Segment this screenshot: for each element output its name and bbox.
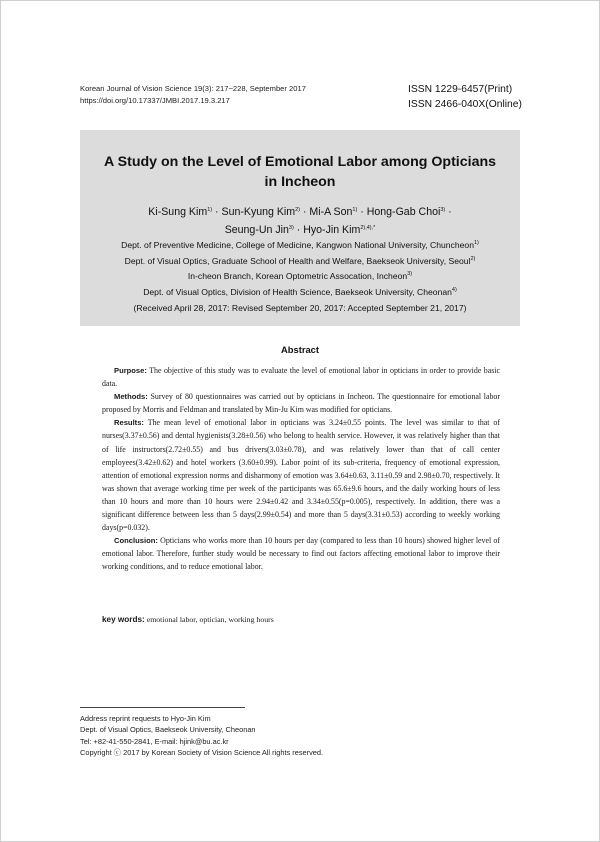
keywords-value: emotional labor, optician, working hours: [144, 615, 274, 624]
results-label: Results:: [114, 418, 144, 428]
author-sup: 1): [352, 207, 358, 213]
abstract-conclusion: [102, 534, 500, 573]
abstract-purpose: [102, 364, 500, 390]
footnote-contact: Tel: +82-41-550-2841, E-mail: hjink@bu.ac.kr: [80, 736, 229, 746]
author-line-2: [80, 221, 520, 239]
journal-header: [80, 83, 306, 107]
affiliation-sup: 3): [407, 271, 413, 277]
affiliation-sup: 1): [473, 240, 479, 246]
footnote-copyright: Copyright ⓒ 2017 by Korean Society of Vision Science All rights reserved.: [80, 748, 324, 758]
affiliation-text: Dept. of Visual Optics, Division of Health Science, Baekseok University, Cheonan: [143, 286, 452, 297]
title-line-2: in Incheon: [264, 174, 336, 190]
keywords-label: key words:: [102, 615, 145, 624]
author-name: Hong-Gab Choi: [366, 206, 441, 218]
author-sup: 3): [288, 225, 294, 231]
author-name: Seung-Un Jin: [224, 224, 289, 236]
affiliation-sup: 4): [451, 286, 457, 293]
abstract-results: [102, 416, 500, 534]
author-name: Ki-Sung Kim: [148, 206, 208, 218]
affiliation-item: [80, 269, 520, 285]
author-sup: 2),4),*: [360, 225, 376, 231]
title-line-1: A Study on the Level of Emotional Labor among Opticians: [103, 154, 497, 170]
affiliation-sup: 2): [470, 255, 476, 262]
footnote-divider: [80, 707, 245, 708]
conclusion-label: Conclusion:: [114, 536, 158, 546]
author-name: Sun-Kyung Kim: [221, 206, 296, 218]
author-separator: ·: [445, 206, 452, 218]
abstract-body: [102, 364, 500, 574]
abstract-methods: [102, 390, 500, 416]
doi-link[interactable]: https://doi.org/10.17337/JMBI.2017.19.3.217: [80, 96, 230, 105]
paper-title: [80, 152, 520, 192]
footnote-reprint: Address reprint requests to Hyo-Jin Kim: [80, 714, 211, 723]
affiliation-item: [80, 254, 520, 270]
received-dates: (Received April 28, 2017: Revised September 20, 2017: Accepted September 21, 2017): [133, 303, 467, 313]
affiliation-item: [80, 238, 520, 254]
footnote: [80, 713, 323, 759]
author-separator: ·: [300, 206, 310, 218]
footnote-dept: Dept. of Visual Optics, Baekseok University, Cheonan: [80, 725, 256, 735]
purpose-text: The objective of this study was to evaluate the level of emotional labor in opticians in order to provide basic data.: [102, 366, 500, 389]
author-sup: 3): [440, 207, 446, 213]
issn-online: ISSN 2466-040X(Online): [408, 99, 522, 110]
affiliation-text: Dept. of Preventive Medicine, College of Medicine, Kangwon National University, Chuncheon: [121, 240, 474, 250]
affiliation-text: In-cheon Branch, Korean Optometric Assocation, Incheon: [187, 271, 408, 281]
journal-citation: Korean Journal of Vision Science 19(3): 217~228, September 2017: [80, 84, 306, 93]
affiliation-item: [80, 285, 520, 301]
author-line-1: [80, 203, 520, 221]
author-sup: 2): [295, 207, 300, 213]
author-separator: ·: [212, 206, 222, 218]
abstract-heading: Abstract: [280, 344, 320, 355]
author-separator: ·: [357, 206, 367, 218]
author-name: Hyo-Jin Kim: [303, 224, 361, 236]
author-list: [80, 203, 520, 239]
keywords: [102, 615, 274, 624]
issn-print: ISSN 1229-6457(Print): [408, 84, 513, 95]
affiliation-list: [80, 238, 520, 300]
affiliation-text: Dept. of Visual Optics, Graduate School of Health and Welfare, Baekseok University, Seoul: [124, 255, 471, 266]
methods-text: Survey of 80 questionnaires was carried out by opticians in Incheon. The questionnaire for emotional labor proposed by Morris and Feldman and translated by Min-Ju Kim was modified for opticians.: [102, 392, 500, 415]
methods-label: Methods:: [114, 392, 148, 402]
author-name: Mi-A Son: [309, 206, 353, 218]
results-text: The mean level of emotional labor in opticians was 3.24±0.55 points. The level was similar to that of nurses(3.37±0.56) and dental hygienists(3.28±0.56) who belong to health service. However, it was relatively higher than that of life instructors(2.72±0.55) and bus drivers(3.03±0.78), and was relatively lower than that of call center employees(3.42±0.62) and hotel workers (3.60±0.99). Labor point of its sub-criteria, frequency of emotional expression, attention of emotional expression norms and disharmony of emotion was 3.64±0.63, 3.11±0.59 and 2.98±0.70, respectively. It was shown that average working time per week of the participants was 65.6±9.6 hours, and the daily working hours of less than 10 hours and more than 10 hours were 2.94±0.42 and 3.34±0.55(p=0.005), respectively. In addition, there was a significant difference between less than 5 days(2.99±0.54) and more than 5 days(3.31±0.53) according to weekly working days(p=0.032).: [102, 418, 500, 533]
author-separator: ·: [293, 224, 304, 236]
issn-block: [408, 82, 522, 112]
conclusion-text: Opticians who works more than 10 hours per day (compared to less than 10 hours) showed higher level of emotional labor. Therefore, further study would be necessary to find out factors affecting emotional labor to improve their working conditions, and to reduce emotional labor.: [102, 536, 500, 572]
author-sup: 1): [207, 207, 213, 213]
purpose-label: Purpose:: [114, 366, 147, 375]
